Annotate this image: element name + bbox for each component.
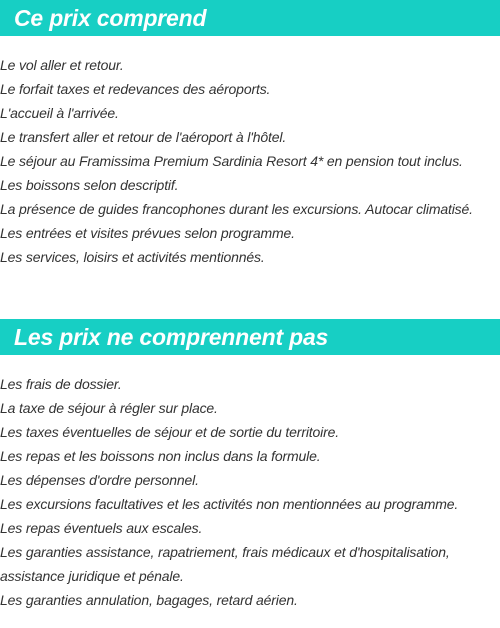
excluded-section-header xyxy=(0,319,500,355)
excluded-item: Les taxes éventuelles de séjour et de sortie du territoire. xyxy=(0,424,340,440)
included-item: Le séjour au Framissima Premium Sardinia Resort 4* en pension tout inclus. xyxy=(0,153,463,169)
excluded-item: Les frais de dossier. xyxy=(0,376,122,392)
excluded-item: Les garanties annulation, bagages, retard aérien. xyxy=(0,592,298,608)
included-item: L'accueil à l'arrivée. xyxy=(0,105,119,121)
included-item: Les entrées et visites prévues selon programme. xyxy=(0,225,295,241)
included-item: Le forfait taxes et redevances des aéroports. xyxy=(0,81,271,97)
included-item: La présence de guides francophones durant les excursions. Autocar climatisé. xyxy=(0,201,473,217)
excluded-item: Les excursions facultatives et les activités non mentionnées au programme. xyxy=(0,496,459,512)
excluded-item: La taxe de séjour à régler sur place. xyxy=(0,400,218,416)
included-item: Les boissons selon descriptif. xyxy=(0,177,179,193)
included-items-list xyxy=(0,53,500,269)
excluded-items-list xyxy=(0,372,500,612)
excluded-item: assistance juridique et pénale. xyxy=(0,568,184,584)
included-item: Le vol aller et retour. xyxy=(0,57,124,73)
excluded-item: Les garanties assistance, rapatriement, frais médicaux et d'hospitalisation, xyxy=(0,544,450,560)
included-section-title: Ce prix comprend xyxy=(14,4,207,31)
included-item: Le transfert aller et retour de l'aéroport à l'hôtel. xyxy=(0,129,287,145)
included-section-header xyxy=(0,0,500,36)
included-item: Les services, loisirs et activités mentionnés. xyxy=(0,249,265,265)
excluded-item: Les repas éventuels aux escales. xyxy=(0,520,203,536)
excluded-section-title: Les prix ne comprennent pas xyxy=(14,323,329,350)
excluded-item: Les dépenses d'ordre personnel. xyxy=(0,472,199,488)
excluded-item: Les repas et les boissons non inclus dans la formule. xyxy=(0,448,321,464)
